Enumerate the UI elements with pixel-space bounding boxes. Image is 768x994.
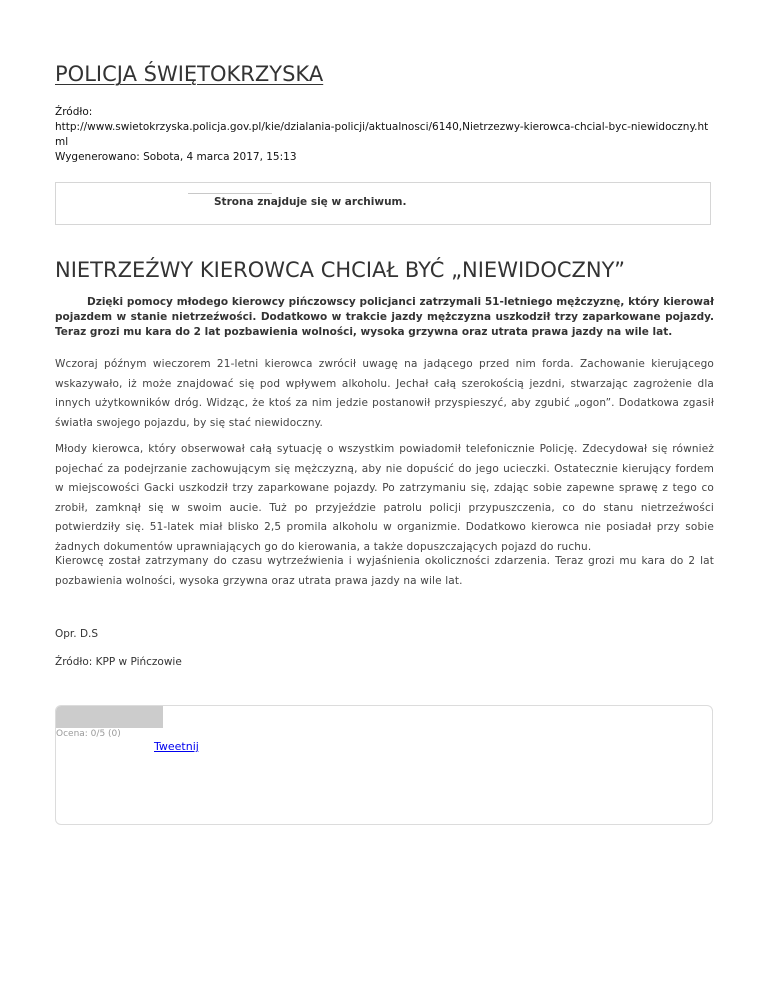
rating-panel <box>55 705 713 825</box>
article-paragraph: Kierowcę został zatrzymany do czasu wytrzeźwienia i wyjaśnienia okoliczności zdarzenia. Teraz grozi mu kara do 2 lat pozbawienia wolności, wysoka grzywna oraz utrata prawa jazdy na wile lat. <box>55 555 714 587</box>
article-title: NIETRZEŹWY KIEROWCA CHCIAŁ BYĆ „NIEWIDOCZNY” <box>55 258 625 282</box>
source-url: http://www.swietokrzyska.policja.gov.pl/kie/dzialania-policji/aktualnosci/6140,Nietrzezwy-kierowca-chcial-byc-niewidoczny.html <box>55 121 709 148</box>
article-lead: Dzięki pomocy młodego kierowcy pińczowscy policjanci zatrzymali 51-letniego mężczyznę, który kierował pojazdem w stanie nietrzeźwości. Dodatkowo w trakcie jazdy mężczyzna uszkodził trzy zaparkowane pojazdy. Teraz grozi mu kara do 2 lat pozbawienia wolności, wysoka grzywna oraz utrata prawa jazdy na wile lat. <box>55 296 714 338</box>
source-label: Źródło: <box>55 106 93 118</box>
rating-stars[interactable] <box>56 706 163 728</box>
tweet-link[interactable]: Tweetnij <box>154 740 199 753</box>
site-title[interactable]: POLICJA ŚWIĘTOKRZYSKA <box>55 62 324 86</box>
archive-divider <box>188 193 272 194</box>
article-author: Opr. D.S <box>55 628 99 640</box>
rating-label: Ocena: 0/5 (0) <box>56 729 121 739</box>
archive-notice-box <box>55 182 711 225</box>
article-paragraph: Młody kierowca, który obserwował całą sytuację o wszystkim powiadomił telefonicznie Policję. Zdecydował się również pojechać za podejrzanie zachowującym się mężczyzną, aby nie dopuścić do jego ucieczki. Ostatecznie kierujący fordem w miejscowości Gacki uszkodził trzy zaparkowane pojazdy. Po zatrzymaniu się, zdając sobie zapewne sprawę z tego co zrobił, zamknął się w swoim aucie. Tuż po przyjeździe patrolu policji przypuszczenia, co do stanu nietrzeźwości potwierdziły się. 51-latek miał blisko 2,5 promila alkoholu w organizmie. Dodatkowo kierowca nie posiadał przy sobie żadnych dokumentów uprawniających go do kierowania, a także dopuszczających pojazd do ruchu. <box>55 443 714 553</box>
archive-notice: Strona znajduje się w archiwum. <box>214 196 407 208</box>
article-paragraph: Wczoraj późnym wieczorem 21-letni kierowca zwrócił uwagę na jadącego przed nim forda. Zachowanie kierującego wskazywało, iż może znajdować się pod wpływem alkoholu. Jechał całą szerokością jezdni, stwarzając zagrożenie dla innych użytkowników dróg. Widząc, że ktoś za nim jedzie postanowił przyspieszyć, aby zgubić „ogon”. Dodatkowa zgasił światła swojego pojazdu, by się stać niewidoczny. <box>55 358 714 429</box>
generated-timestamp: Wygenerowano: Sobota, 4 marca 2017, 15:13 <box>55 151 297 163</box>
article-source: Źródło: KPP w Pińczowie <box>55 656 182 668</box>
source-meta <box>55 105 715 165</box>
